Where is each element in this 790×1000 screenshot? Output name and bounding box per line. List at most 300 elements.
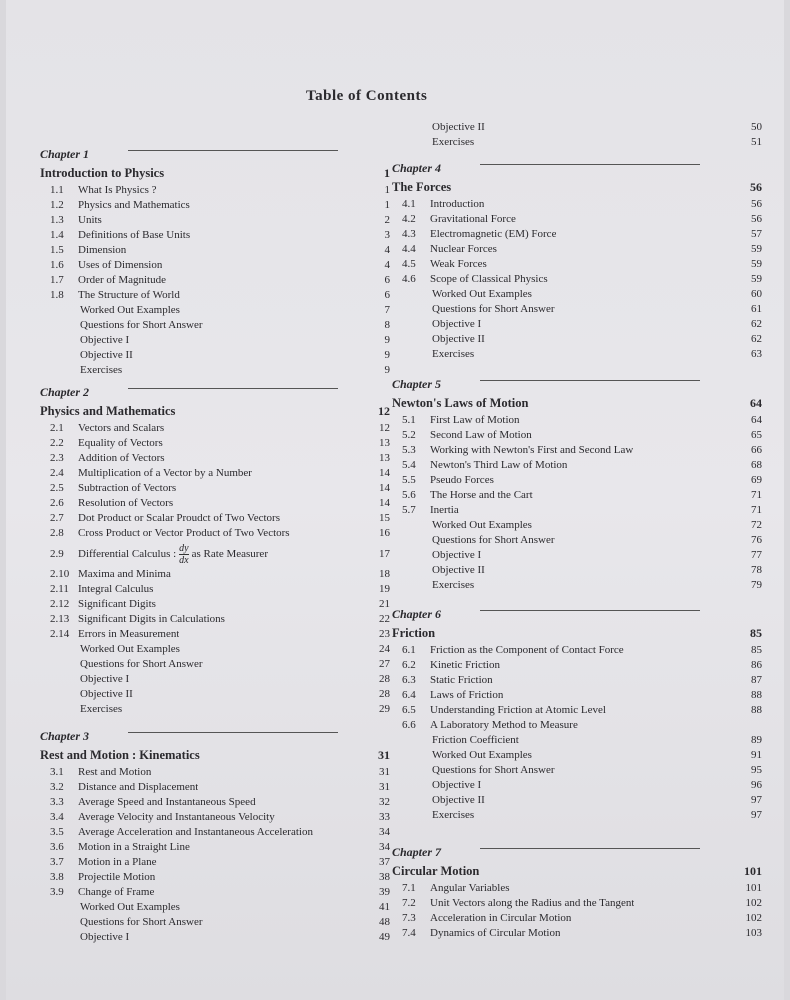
- toc-entry[interactable]: [392, 428, 762, 443]
- section-title-text: Questions for Short Answer: [80, 916, 203, 928]
- toc-entry[interactable]: [392, 808, 762, 823]
- page-number: 87: [751, 674, 762, 686]
- section-title: [432, 287, 532, 302]
- section-number: 1.1: [50, 184, 64, 196]
- section-title-text: A Laboratory Method to Measure: [430, 719, 578, 731]
- section-number: 4.5: [402, 258, 416, 270]
- chapter-rule: [128, 732, 338, 733]
- section-title: [430, 911, 571, 926]
- toc-entry[interactable]: [392, 503, 762, 518]
- toc-entry[interactable]: [392, 332, 762, 347]
- page-number: 22: [379, 613, 390, 625]
- chapter-block: [392, 158, 762, 362]
- toc-entry[interactable]: [40, 825, 390, 840]
- section-title: [78, 243, 126, 258]
- section-number: 5.2: [402, 429, 416, 441]
- section-title: [430, 473, 494, 488]
- toc-entry[interactable]: [392, 911, 762, 926]
- page-number: 71: [751, 504, 762, 516]
- toc-entry[interactable]: [392, 763, 762, 778]
- section-title: [78, 466, 252, 481]
- section-title-text: Friction Coefficient: [432, 734, 519, 746]
- toc-entry[interactable]: [40, 243, 390, 258]
- section-title-text: Objective II: [432, 564, 485, 576]
- section-title: [432, 120, 485, 135]
- section-title-text: Rest and Motion: [78, 766, 152, 778]
- section-title: [432, 733, 519, 748]
- section-number: 4.3: [402, 228, 416, 240]
- toc-entry[interactable]: [40, 657, 390, 672]
- section-title: [430, 718, 578, 733]
- chapter-label: [392, 374, 762, 394]
- section-number: 3.6: [50, 841, 64, 853]
- section-title-text: Objective II: [432, 794, 485, 806]
- section-title: [432, 332, 485, 347]
- section-number: 6.5: [402, 704, 416, 716]
- chapter-block: [40, 144, 390, 378]
- section-title: [80, 363, 122, 378]
- section-title-text: Objective II: [80, 349, 133, 361]
- chapter-label: [392, 158, 762, 178]
- toc-entry[interactable]: [392, 317, 762, 332]
- chapter-label: [392, 604, 762, 624]
- section-title-text: Addition of Vectors: [78, 452, 165, 464]
- page-number: 48: [379, 916, 390, 928]
- toc-entry[interactable]: [40, 870, 390, 885]
- toc-entry[interactable]: [40, 840, 390, 855]
- section-number: 3.2: [50, 781, 64, 793]
- toc-entry[interactable]: [392, 287, 762, 302]
- section-number: 5.5: [402, 474, 416, 486]
- section-title-text: Exercises: [80, 703, 123, 715]
- section-title-text: Inertia: [430, 504, 459, 516]
- page-number: 33: [379, 811, 390, 823]
- toc-entry[interactable]: [40, 885, 390, 900]
- page-number: 60: [751, 288, 762, 300]
- chapter-title: Rest and Motion : Kinematics: [40, 748, 200, 762]
- page-number: 69: [751, 474, 762, 486]
- section-title-text: Exercises: [80, 364, 123, 376]
- page-number: 56: [751, 213, 762, 225]
- section-title: [78, 228, 190, 243]
- page-number: 4: [384, 259, 390, 271]
- chapter-number: Chapter 7: [392, 845, 442, 859]
- section-title-text: Worked Out Examples: [432, 749, 532, 761]
- section-title: [78, 567, 171, 582]
- toc-entry[interactable]: [40, 496, 390, 511]
- section-number: 2.4: [50, 467, 64, 479]
- section-title-text: Objective I: [432, 549, 482, 561]
- toc-entry[interactable]: [392, 658, 762, 673]
- section-title: [78, 198, 190, 213]
- section-title: [78, 526, 290, 541]
- chapter-rule: [128, 150, 338, 151]
- toc-entry[interactable]: [40, 612, 390, 627]
- section-number: 1.2: [50, 199, 64, 211]
- page-title: Table of Contents: [306, 88, 428, 104]
- toc-entry[interactable]: [40, 511, 390, 526]
- section-title-text: Errors in Measurement: [78, 628, 180, 640]
- section-title-text: Maxima and Minima: [78, 568, 171, 580]
- section-number: 2.10: [50, 568, 70, 580]
- toc-entry[interactable]: [40, 915, 390, 930]
- toc-entry[interactable]: [40, 348, 390, 363]
- page-number: 62: [751, 333, 762, 345]
- page-number: 13: [379, 437, 390, 449]
- toc-entry[interactable]: [40, 213, 390, 228]
- toc-entry[interactable]: [392, 197, 762, 212]
- toc-entry[interactable]: [40, 567, 390, 582]
- toc-entry[interactable]: [392, 347, 762, 362]
- page-number: 14: [379, 482, 390, 494]
- toc-entry[interactable]: [392, 703, 762, 718]
- section-title-text: Exercises: [432, 579, 475, 591]
- chapter-page-number: 31: [378, 748, 390, 762]
- toc-entry[interactable]: [392, 688, 762, 703]
- section-title-text: Worked Out Examples: [432, 288, 532, 300]
- section-title: [430, 881, 510, 896]
- chapter-number: Chapter 4: [392, 161, 442, 175]
- chapter-rule: [480, 380, 700, 381]
- page-number: 51: [751, 136, 762, 148]
- section-title-text: Equality of Vectors: [78, 437, 163, 449]
- section-title-text: Objective II: [432, 333, 485, 345]
- page-number: 97: [751, 809, 762, 821]
- page-number: 6: [384, 274, 390, 286]
- toc-entry[interactable]: [40, 288, 390, 303]
- page-number: 57: [751, 228, 762, 240]
- section-title: [432, 748, 532, 763]
- page-number: 9: [384, 349, 390, 361]
- page-number: 31: [379, 766, 390, 778]
- section-number: 7.2: [402, 897, 416, 909]
- toc-entry[interactable]: [40, 451, 390, 466]
- toc-entry[interactable]: [40, 303, 390, 318]
- section-title-text: Dimension: [78, 244, 127, 256]
- chapter-block: [40, 726, 390, 945]
- page-number: 59: [751, 273, 762, 285]
- toc-entry[interactable]: [392, 413, 762, 428]
- toc-entry[interactable]: [392, 881, 762, 896]
- toc-entry[interactable]: [392, 242, 762, 257]
- toc-entry[interactable]: [40, 687, 390, 702]
- page-number: 95: [751, 764, 762, 776]
- page-number: 21: [379, 598, 390, 610]
- toc-entry[interactable]: [40, 855, 390, 870]
- toc-entry[interactable]: [392, 135, 762, 150]
- section-title: [430, 242, 497, 257]
- section-title: [432, 778, 481, 793]
- section-title-text: Motion in a Plane: [78, 856, 157, 868]
- page-number: 32: [379, 796, 390, 808]
- section-title-text: Distance and Displacement: [78, 781, 199, 793]
- page-number: 12: [379, 422, 390, 434]
- toc-entry[interactable]: [392, 793, 762, 808]
- fraction-dy-dx: [179, 543, 188, 566]
- section-title: [78, 627, 179, 642]
- section-title: [430, 688, 503, 703]
- page-number: 72: [751, 519, 762, 531]
- toc-entry[interactable]: [40, 258, 390, 273]
- section-number: 3.1: [50, 766, 64, 778]
- section-number: 5.1: [402, 414, 416, 426]
- section-title: [78, 825, 313, 840]
- page-number: 88: [751, 689, 762, 701]
- section-title-text: Acceleration in Circular Motion: [430, 912, 572, 924]
- toc-entry[interactable]: [40, 273, 390, 288]
- section-title-text: Average Speed and Instantaneous Speed: [78, 796, 256, 808]
- chapter-number: Chapter 2: [40, 385, 90, 399]
- toc-entry[interactable]: [392, 563, 762, 578]
- section-title: [432, 533, 555, 548]
- toc-entry[interactable]: [40, 541, 390, 567]
- section-number: 6.4: [402, 689, 416, 701]
- section-title: [80, 303, 180, 318]
- section-title: [430, 488, 533, 503]
- toc-entry[interactable]: [392, 302, 762, 317]
- page-number: 7: [384, 304, 390, 316]
- toc-entry[interactable]: [40, 183, 390, 198]
- section-title: [80, 900, 180, 915]
- toc-entry[interactable]: [392, 673, 762, 688]
- toc-entry[interactable]: [392, 778, 762, 793]
- chapter-title-row: [392, 394, 762, 413]
- section-title: [430, 503, 459, 518]
- toc-entry[interactable]: [392, 443, 762, 458]
- section-number: 2.12: [50, 598, 70, 610]
- toc-entry[interactable]: [40, 597, 390, 612]
- toc-entry[interactable]: [392, 733, 762, 748]
- section-number: 5.6: [402, 489, 416, 501]
- section-title-text: Questions for Short Answer: [432, 764, 555, 776]
- page-number: 14: [379, 467, 390, 479]
- page-number: 6: [384, 289, 390, 301]
- section-number: 4.4: [402, 243, 416, 255]
- toc-entry[interactable]: [40, 466, 390, 481]
- section-title: [78, 780, 198, 795]
- toc-entry[interactable]: [392, 257, 762, 272]
- section-title: [78, 481, 176, 496]
- page-number: 2: [384, 214, 390, 226]
- section-title-text: Projectile Motion: [78, 871, 156, 883]
- toc-entry[interactable]: [40, 198, 390, 213]
- page-number: 76: [751, 534, 762, 546]
- fraction-numerator: dy: [179, 542, 189, 554]
- page-number: 31: [379, 781, 390, 793]
- section-title: [432, 135, 474, 150]
- section-title: [78, 451, 165, 466]
- toc-entry[interactable]: [392, 548, 762, 563]
- chapter-block: [40, 382, 390, 717]
- section-number: 1.3: [50, 214, 64, 226]
- section-title-text: Introduction: [430, 198, 485, 210]
- chapter-label: [392, 842, 762, 862]
- chapter-number: Chapter 1: [40, 147, 90, 161]
- section-title: [430, 227, 556, 242]
- page-number: 18: [379, 568, 390, 580]
- section-number: 6.6: [402, 719, 416, 731]
- page-number: 59: [751, 258, 762, 270]
- section-title: [78, 496, 173, 511]
- section-number: 5.3: [402, 444, 416, 456]
- section-title-text: Multiplication of a Vector by a Number: [78, 467, 252, 479]
- section-number: 2.7: [50, 512, 64, 524]
- section-title-text: Kinetic Friction: [430, 659, 500, 671]
- section-title: [80, 642, 180, 657]
- section-number: 2.13: [50, 613, 70, 625]
- section-title: [430, 428, 532, 443]
- section-title-text: Order of Magnitude: [78, 274, 166, 286]
- chapter-title-row: [392, 178, 762, 197]
- page-number: 3: [384, 229, 390, 241]
- page-number: 102: [745, 912, 762, 924]
- section-title: [78, 436, 163, 451]
- section-title-text: Weak Forces: [430, 258, 487, 270]
- chapter-rule: [480, 848, 700, 849]
- section-title: [430, 643, 624, 658]
- toc-entry[interactable]: [392, 718, 762, 733]
- section-title: [78, 795, 256, 810]
- toc-entry[interactable]: [40, 900, 390, 915]
- toc-entry[interactable]: [392, 748, 762, 763]
- chapter-title-row: [40, 402, 390, 421]
- toc-entry[interactable]: [40, 582, 390, 597]
- page-number: 19: [379, 583, 390, 595]
- page-number: 9: [384, 334, 390, 346]
- section-title-text: Resolution of Vectors: [78, 497, 174, 509]
- page-number: 101: [745, 882, 762, 894]
- section-title: [80, 930, 129, 945]
- toc-entry[interactable]: [40, 765, 390, 780]
- section-title-text: Cross Product or Vector Product of Two Vectors: [78, 527, 290, 539]
- toc-entry[interactable]: [392, 120, 762, 135]
- toc-entry[interactable]: [392, 533, 762, 548]
- section-title-text: Second Law of Motion: [430, 429, 532, 441]
- section-title: [80, 672, 129, 687]
- section-title-text: Dot Product or Scalar Proudct of Two Vectors: [78, 512, 280, 524]
- chapter-page-number: 101: [744, 864, 762, 878]
- page-number: 1: [384, 199, 390, 211]
- page-number: 65: [751, 429, 762, 441]
- page-number: 34: [379, 826, 390, 838]
- chapter-number: Chapter 3: [40, 729, 90, 743]
- book-page: [6, 0, 784, 1000]
- page-number: 17: [379, 548, 390, 560]
- toc-entry[interactable]: [40, 436, 390, 451]
- section-title-text: Uses of Dimension: [78, 259, 163, 271]
- chapter-page-number: 12: [378, 404, 390, 418]
- toc-entry[interactable]: [392, 227, 762, 242]
- toc-entry[interactable]: [392, 458, 762, 473]
- toc-entry[interactable]: [392, 473, 762, 488]
- page-number: 28: [379, 688, 390, 700]
- page-number: 103: [745, 927, 762, 939]
- section-title: [78, 597, 156, 612]
- section-title: [430, 458, 567, 473]
- chapter-title-row: [392, 862, 762, 881]
- toc-entry[interactable]: [392, 926, 762, 941]
- toc-entry[interactable]: [40, 318, 390, 333]
- toc-entry[interactable]: [40, 672, 390, 687]
- page-number: 91: [751, 749, 762, 761]
- section-title: [430, 658, 500, 673]
- section-title-text: The Horse and the Cart: [430, 489, 533, 501]
- section-title: [80, 915, 203, 930]
- toc-entry[interactable]: [40, 481, 390, 496]
- section-title: [78, 870, 155, 885]
- section-number: 1.8: [50, 289, 64, 301]
- toc-entry[interactable]: [40, 333, 390, 348]
- chapter-title-row: [40, 164, 390, 183]
- toc-entry[interactable]: [392, 212, 762, 227]
- section-number: 6.1: [402, 644, 416, 656]
- toc-entry[interactable]: [392, 272, 762, 287]
- page-number: 71: [751, 489, 762, 501]
- section-title: [430, 212, 516, 227]
- toc-entry[interactable]: [40, 810, 390, 825]
- chapter-title: Circular Motion: [392, 864, 480, 878]
- page-number: 29: [379, 703, 390, 715]
- page-number: 88: [751, 704, 762, 716]
- toc-entry[interactable]: [40, 702, 390, 717]
- section-title-text: Worked Out Examples: [80, 643, 180, 655]
- chapter-page-number: 64: [750, 396, 762, 410]
- toc-entry[interactable]: [392, 518, 762, 533]
- section-number: 2.3: [50, 452, 64, 464]
- toc-entry[interactable]: [392, 578, 762, 593]
- section-title-text: Objective II: [432, 121, 485, 133]
- section-title: [80, 702, 122, 717]
- toc-entry[interactable]: [40, 930, 390, 945]
- toc-entry[interactable]: [40, 642, 390, 657]
- section-number: 3.4: [50, 811, 64, 823]
- section-title-text: Average Velocity and Instantaneous Velocity: [78, 811, 275, 823]
- toc-entry[interactable]: [40, 627, 390, 642]
- section-title-text: Objective I: [80, 334, 130, 346]
- section-title: [78, 582, 153, 597]
- toc-entry[interactable]: [40, 228, 390, 243]
- chapter-title: Physics and Mathematics: [40, 404, 176, 418]
- section-number: 3.3: [50, 796, 64, 808]
- section-number: 2.6: [50, 497, 64, 509]
- toc-entry[interactable]: [392, 896, 762, 911]
- toc-entry[interactable]: [40, 795, 390, 810]
- page-number: 14: [379, 497, 390, 509]
- section-title: [430, 257, 487, 272]
- toc-entry[interactable]: [40, 363, 390, 378]
- section-title: [80, 333, 129, 348]
- chapter-page-number: 85: [750, 626, 762, 640]
- section-title: [78, 765, 151, 780]
- section-number: 3.7: [50, 856, 64, 868]
- section-title-text: Static Friction: [430, 674, 493, 686]
- toc-entry[interactable]: [40, 780, 390, 795]
- section-title: [430, 413, 520, 428]
- chapter-block: [392, 604, 762, 823]
- section-title-text: Significant Digits: [78, 598, 156, 610]
- chapter-label: [40, 144, 390, 164]
- section-title-text: Motion in a Straight Line: [78, 841, 190, 853]
- toc-entry[interactable]: [392, 643, 762, 658]
- toc-entry[interactable]: [40, 526, 390, 541]
- page-number: 1: [384, 184, 390, 196]
- section-title-text: Exercises: [432, 809, 475, 821]
- toc-entry[interactable]: [392, 488, 762, 503]
- chapter-title: The Forces: [392, 180, 452, 194]
- toc-entry[interactable]: [40, 421, 390, 436]
- section-title: [432, 578, 474, 593]
- section-title: [432, 763, 555, 778]
